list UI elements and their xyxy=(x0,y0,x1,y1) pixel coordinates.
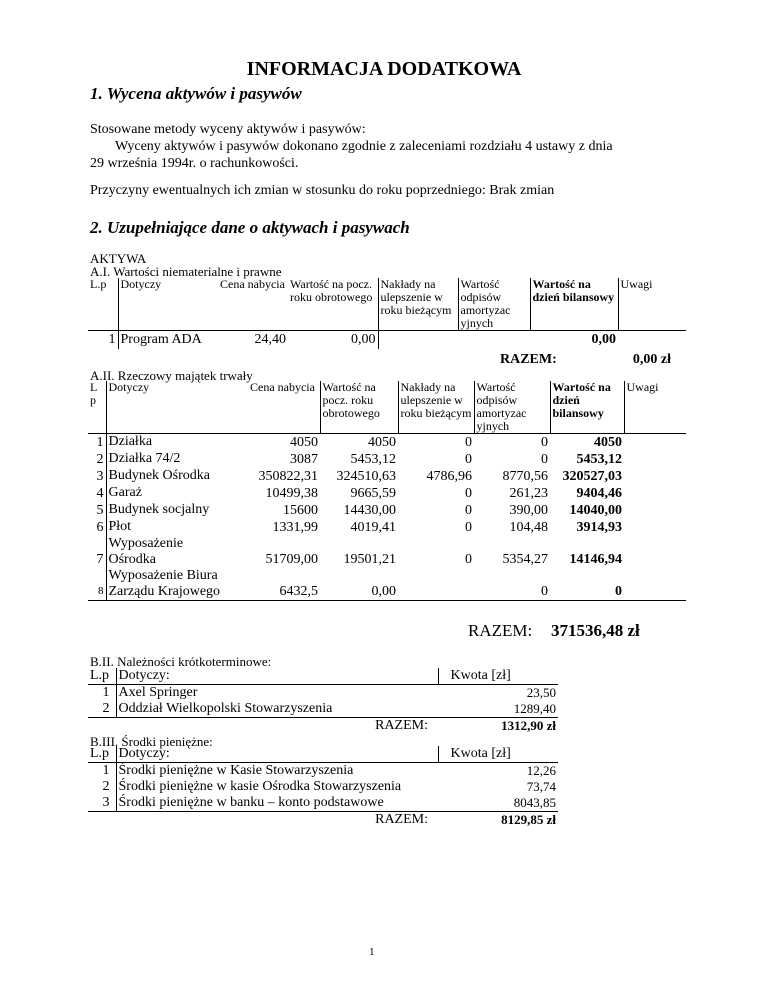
a2-row-naklady: 4786,96 xyxy=(426,469,472,484)
a1-row-wartosc: 0,00 xyxy=(530,331,618,350)
b2-title: B.II. Należności krótkoterminowe: xyxy=(90,654,272,669)
a2-header-dotyczy: Dotyczy xyxy=(106,381,230,434)
b2-row-lp: 2 xyxy=(88,701,116,718)
a2-header-lp: L p xyxy=(90,380,97,407)
a2-row-name: Działka 74/2 xyxy=(106,451,230,468)
b2-header-lp: L.p xyxy=(90,668,110,683)
a2-row-name: Budynek socjalny xyxy=(106,502,230,519)
b3-header-row xyxy=(88,746,558,763)
b3-row-lp: 1 xyxy=(88,763,116,780)
a2-row-pocz: 14430,00 xyxy=(343,503,396,518)
b3-row-name: Środki pieniężne w banku – konto podstawowe xyxy=(116,795,438,812)
a2-row-pocz: 4050 xyxy=(320,434,398,452)
a2-row-uwagi xyxy=(624,502,686,519)
a2-row xyxy=(88,519,686,536)
a2-header-row xyxy=(88,381,686,434)
a2-row xyxy=(88,434,686,452)
a2-row-naklady xyxy=(398,568,474,601)
a2-row-wartosc: 320527,03 xyxy=(562,469,622,484)
a2-row-pocz: 0,00 xyxy=(320,568,398,601)
b2-row-name: Axel Springer xyxy=(116,685,438,702)
b3-row-name: Środki pieniężne w Kasie Stowarzyszenia xyxy=(116,763,438,780)
b2-header-row xyxy=(88,668,558,685)
a1-header-odpisy: Wartość odpisów amortyzac yjnych xyxy=(458,278,530,331)
a1-header-lp: L.p xyxy=(90,277,107,291)
a2-row-naklady: 0 xyxy=(398,434,474,452)
a2-row-uwagi xyxy=(624,468,686,485)
a1-row-cena: 24,40 xyxy=(208,331,288,350)
a2-row-name: Garaż xyxy=(106,485,230,502)
a2-header-odpisy: Wartość odpisów amortyzac yjnych xyxy=(474,381,550,434)
a2-row-uwagi xyxy=(624,485,686,502)
b3-row-kwota: 73,74 xyxy=(526,779,556,794)
b2-total-label: RAZEM: xyxy=(375,718,428,733)
a2-row-odpisy: 261,23 xyxy=(509,486,548,501)
a2-row-cena: 10499,38 xyxy=(265,486,318,501)
a1-row-pocz: 0,00 xyxy=(288,331,378,350)
a2-row-uwagi xyxy=(624,536,686,568)
a2-row-pocz: 5453,12 xyxy=(350,452,396,467)
b2-total-row xyxy=(88,718,558,735)
a2-row-name: Wyposażenie Biura Zarządu Krajowego xyxy=(106,568,230,601)
b2-row xyxy=(88,701,558,718)
a2-row-naklady: 0 xyxy=(465,552,472,567)
a2-row-odpisy: 0 xyxy=(474,568,550,601)
b3-row-kwota: 8043,85 xyxy=(438,795,558,812)
a2-row-uwagi xyxy=(624,519,686,536)
b2-row-name: Oddział Wielkopolski Stowarzyszenia xyxy=(116,701,438,718)
b2-row-kwota: 1289,40 xyxy=(438,701,558,718)
b2-row xyxy=(88,685,558,702)
methods-line-1: Wyceny aktywów i pasywów dokonano zgodnie z zaleceniami rozdziału 4 ustawy z dnia xyxy=(115,139,613,154)
b2-total: 1312,90 zł xyxy=(501,718,556,733)
a2-header-wartosc: Wartość na dzień bilansowy xyxy=(550,381,624,434)
b3-row xyxy=(88,795,558,812)
b3-total-row xyxy=(88,812,558,829)
a2-row xyxy=(88,485,686,502)
a2-row-wartosc: 9404,46 xyxy=(576,486,622,501)
b3-row-name: Środki pieniężne w kasie Ośrodka Stowarzyszenia xyxy=(116,779,438,795)
a2-row xyxy=(88,502,686,519)
a1-header-naklady: Nakłady na ulepszenie w roku bieżącym xyxy=(378,278,458,331)
b3-header-dotyczy: Dotyczy: xyxy=(116,746,438,763)
a2-row-name: Budynek Ośrodka xyxy=(106,468,230,485)
a2-row xyxy=(88,536,686,568)
a2-row-pocz: 324510,63 xyxy=(336,469,396,484)
a2-row-lp: 7 xyxy=(96,552,104,567)
changes-text: Przyczyny ewentualnych ich zmian w stosunku do roku poprzedniego: Brak zmian xyxy=(90,183,555,198)
a1-header-cena: Cena nabycia xyxy=(220,277,285,291)
b3-row xyxy=(88,763,558,780)
methods-label: Stosowane metody wyceny aktywów i pasywów: xyxy=(90,122,366,137)
a1-header-dotyczy: Dotyczy xyxy=(118,278,208,331)
b3-header-lp: L.p xyxy=(90,746,110,761)
a2-row-wartosc: 5453,12 xyxy=(576,452,622,467)
a2-header-naklady: Nakłady na ulepszenie w roku bieżącym xyxy=(398,381,474,434)
a1-header-wartosc: Wartość na dzień bilansowy xyxy=(530,278,618,331)
b2-table xyxy=(88,668,558,734)
a2-row-odpisy: 0 xyxy=(541,452,548,467)
a1-header-row xyxy=(88,278,686,331)
a2-total-label: RAZEM: xyxy=(468,621,533,640)
a2-row-odpisy: 5354,27 xyxy=(502,552,548,567)
a2-row-name: Działka xyxy=(106,434,230,452)
a2-row-wartosc: 14040,00 xyxy=(569,503,622,518)
a2-row-pocz: 19501,21 xyxy=(343,552,396,567)
a2-header-cena: Cena nabycia xyxy=(250,380,315,394)
section-2-heading: 2. Uzupełniające dane o aktywach i pasywach xyxy=(90,218,410,237)
a2-row-cena: 6432,5 xyxy=(230,568,320,601)
a2-row-name: Wyposażenie Ośrodka xyxy=(106,536,230,568)
a1-header-pocz: Wartość na pocz. roku obrotowego xyxy=(290,277,373,304)
a2-row-cena: 15600 xyxy=(283,503,318,518)
a2-row-cena: 350822,31 xyxy=(258,469,318,484)
b3-total: 8129,85 zł xyxy=(501,812,556,827)
a2-row-lp: 5 xyxy=(96,503,104,518)
a2-row-wartosc: 4050 xyxy=(550,434,624,452)
a2-row-naklady: 0 xyxy=(465,452,472,467)
a2-total: 371536,48 zł xyxy=(551,621,640,640)
a2-row-lp: 4 xyxy=(96,486,104,501)
methods-line-2: 29 września 1994r. o rachunkowości. xyxy=(90,156,299,171)
a2-row-cena: 3087 xyxy=(290,452,318,467)
b2-row-kwota: 23,50 xyxy=(438,685,558,702)
a1-row-uwagi xyxy=(618,331,686,350)
a2-row xyxy=(88,451,686,468)
a1-row-name: Program ADA xyxy=(118,331,208,350)
b3-row-kwota: 12,26 xyxy=(438,763,558,780)
page-number: 1 xyxy=(369,946,375,958)
a2-row-name: Płot xyxy=(106,519,230,536)
a2-title: A.II. Rzeczowy majątek trwały xyxy=(90,368,253,383)
a2-table xyxy=(88,381,686,601)
a2-row-uwagi xyxy=(624,434,686,452)
a2-row-naklady: 0 xyxy=(465,486,472,501)
aktywa-label: AKTYWA xyxy=(90,251,147,266)
a2-row-lp: 6 xyxy=(96,520,104,535)
a2-row-uwagi xyxy=(624,451,686,468)
a1-row xyxy=(88,331,686,350)
a2-row-lp: 1 xyxy=(88,434,106,452)
b2-header-kwota: Kwota [zł] xyxy=(438,668,558,685)
a2-row-pocz: 9665,59 xyxy=(350,486,396,501)
a2-row-wartosc: 0 xyxy=(550,568,624,601)
section-1-heading: 1. Wycena aktywów i pasywów xyxy=(90,84,302,103)
a2-row-naklady: 0 xyxy=(465,503,472,518)
b3-row-lp: 2 xyxy=(102,779,110,794)
a1-table xyxy=(88,278,686,349)
a2-row-cena: 4050 xyxy=(230,434,320,452)
a2-row xyxy=(88,568,686,601)
a2-row-naklady: 0 xyxy=(465,520,472,535)
a2-row-lp: 2 xyxy=(96,452,104,467)
a2-row-odpisy: 8770,56 xyxy=(502,469,548,484)
a2-row xyxy=(88,468,686,485)
a2-header-pocz: Wartość na pocz. roku obrotowego xyxy=(320,381,398,434)
a2-row-wartosc: 14146,94 xyxy=(569,552,622,567)
a1-row-naklady xyxy=(378,331,458,350)
a2-row-odpisy: 390,00 xyxy=(509,503,548,518)
b2-row-lp: 1 xyxy=(88,685,116,702)
a2-row-pocz: 4019,41 xyxy=(350,520,396,535)
b3-title: B.III. Środki pieniężne: xyxy=(90,734,213,749)
a2-row-uwagi xyxy=(624,568,686,601)
page-title: INFORMACJA DODATKOWA xyxy=(246,58,522,80)
a1-title: A.I. Wartości niematerialne i prawne xyxy=(90,264,282,279)
a2-row-wartosc: 3914,93 xyxy=(576,520,622,535)
a1-header-uwagi: Uwagi xyxy=(618,278,686,331)
b3-row xyxy=(88,779,558,795)
b3-total-label: RAZEM: xyxy=(375,812,428,827)
a1-row-lp: 1 xyxy=(88,331,118,350)
a2-row-odpisy: 104,48 xyxy=(509,520,548,535)
a2-row-lp: 8 xyxy=(88,568,106,601)
b3-header-kwota: Kwota [zł] xyxy=(438,746,558,763)
b3-table xyxy=(88,746,558,828)
b3-row-lp: 3 xyxy=(88,795,116,812)
b2-header-dotyczy: Dotyczy: xyxy=(116,668,438,685)
a1-total: 0,00 zł xyxy=(632,352,671,367)
a1-row-odpisy xyxy=(458,331,530,350)
a2-row-cena: 1331,99 xyxy=(272,520,318,535)
a2-header-uwagi: Uwagi xyxy=(624,381,686,434)
a2-row-odpisy: 0 xyxy=(474,434,550,452)
a1-total-label: RAZEM: xyxy=(500,352,557,367)
a2-row-cena: 51709,00 xyxy=(265,552,318,567)
a2-row-lp: 3 xyxy=(96,469,104,484)
